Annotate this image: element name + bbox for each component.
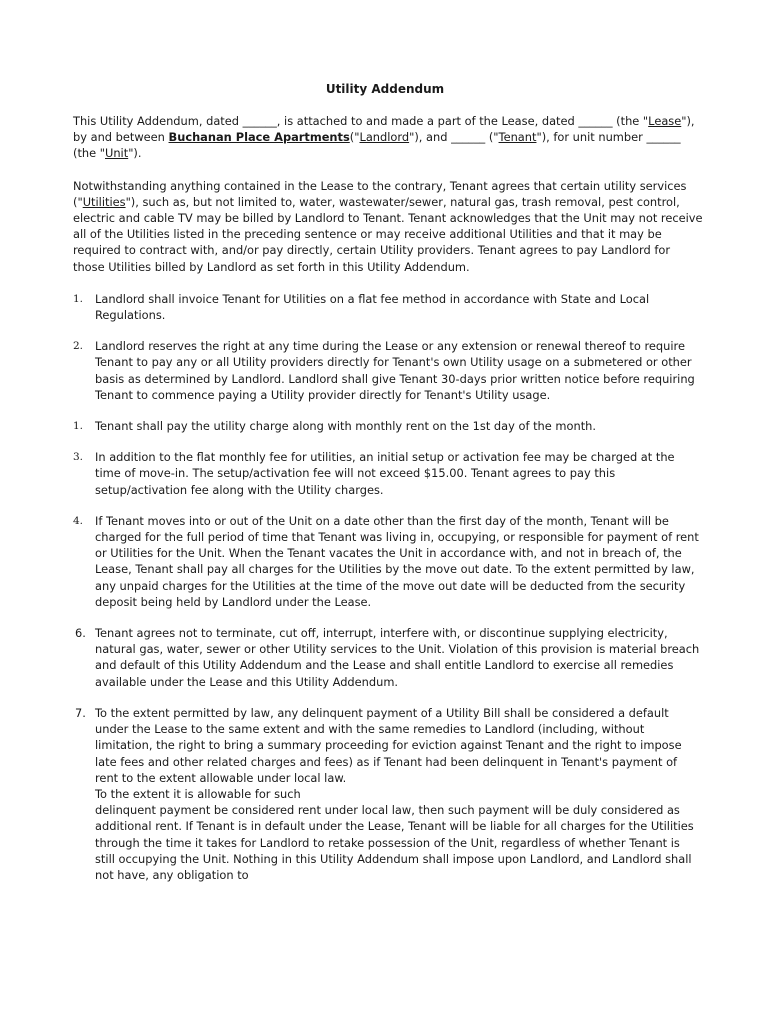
intro-paragraph [73,113,703,162]
clause-item [73,625,703,690]
clause-text: To the extent it is allowable for such [95,786,301,801]
paragraph-text: "), such as, but not limited to, water, wastewater/sewer, natural gas, trash removal, pest control, electric and cable TV may be billed by Landlord to Tenant. Tenant acknowledges that the Unit may not receive all of the Utilities listed in the preceding sentence or may receive additional Utilities and that it may be required to contract with, and/or pay directly, certain Utility providers. Tenant agrees to pay Landlord for those Utilities billed by Landlord as set forth in this Utility Addendum. [73,194,703,274]
intro-text: "), and ______ (" [409,130,499,145]
landlord-name: Buchanan Place Apartments [168,130,350,145]
clause-item [73,513,703,610]
clause-text: Tenant shall pay the utility charge along with monthly rent on the 1st day of the month. [95,419,596,434]
clause-item [73,705,703,883]
clause-item [73,338,703,403]
clause-number: 2. [73,340,84,353]
paragraph-text: Notwithstanding anything contained in the Lease to the contrary, Tenant agrees that certain utility services (" [73,178,687,209]
utilities-term: Utilities [82,194,126,209]
clause-list [73,291,703,883]
intro-text: "), for unit number ______ (the " [73,130,681,161]
clause-text: Landlord reserves the right at any time during the Lease or any extension or renewal thereof to require Tenant to pay any or all Utility providers directly for Tenant's own Utility usage on a submetered or other basis as determined by Landlord. Landlord shall give Tenant 30-days prior written notice before requiring Tenant to commence paying a Utility provider directly for Tenant's Utility usage. [95,339,695,402]
tenant-term: Tenant [498,130,537,145]
clause-text: Landlord shall invoice Tenant for Utilities on a flat fee method in accordance with State and Local Regulations. [95,291,650,323]
intro-text: (" [349,130,360,145]
clause-text: To the extent permitted by law, any delinquent payment of a Utility Bill shall be considered a default under the Lease to the same extent and with the same remedies to Landlord (including, without limitation, the right to bring a summary proceeding for eviction against Tenant and the right to impose late fees and other related charges and fees) as if Tenant had been delinquent in Tenant's payment of rent to the extent allowable under local law. [95,705,682,785]
clause-text: In addition to the flat monthly fee for utilities, an initial setup or activation fee may be charged at the time of move-in. The setup/activation fee will not exceed $15.00. Tenant agrees to pay this setup/activation fee along with the Utility charges. [95,450,675,497]
document-body [73,113,703,898]
document-title: Utility Addendum [325,82,445,96]
clause-number: 3. [73,451,84,464]
clause-number: 1. [73,420,84,433]
landlord-term: Landlord [359,130,410,145]
lease-term: Lease [648,114,682,128]
unit-term: Unit [105,146,129,161]
clause-item [73,291,703,323]
intro-text: "). [128,146,142,161]
clause-item [73,418,703,434]
clause-number: 7. [75,705,86,720]
clause-text: delinquent payment be considered rent under local law, then such payment will be duly considered as additional rent. If Tenant is in default under the Lease, Tenant will be liable for all charges for the Utilities through the time it takes for Landlord to retake possession of the Unit, regardless of whether Tenant is still occupying the Unit. Nothing in this Utility Addendum shall impose upon Landlord, and Landlord shall not have, any obligation to [95,803,694,882]
clause-text: If Tenant moves into or out of the Unit on a date other than the first day of the month, Tenant will be charged for the full period of time that Tenant was living in, occupying, or responsible for payment of rent or Utilities for the Unit. When the Tenant vacates the Unit in accordance with, and not in breach of, the Lease, Tenant shall pay all charges for the Utilities by the move out date. To the extent permitted by law, any unpaid charges for the Utilities at the time of the move out date will be deducted from the security deposit being held by Landlord under the Lease. [95,513,699,609]
clause-item [73,449,703,498]
clause-number: 1. [73,292,84,305]
clause-number: 4. [73,514,84,527]
intro-text: "), by and between [73,114,695,145]
clause-number: 6. [75,626,86,641]
intro-text: This Utility Addendum, dated ______, is attached to and made a part of the Lease, dated ______ (the " [73,114,649,128]
clause-text: Tenant agrees not to terminate, cut off, interrupt, interfere with, or discontinue supplying electricity, natural gas, water, sewer or other Utility services to the Unit. Violation of this provision is material breach and default of this Utility Addendum and the Lease and shall entitle Landlord to exercise all remedies available under the Lease and this Utility Addendum. [95,626,700,689]
notwithstanding-paragraph [73,178,703,275]
